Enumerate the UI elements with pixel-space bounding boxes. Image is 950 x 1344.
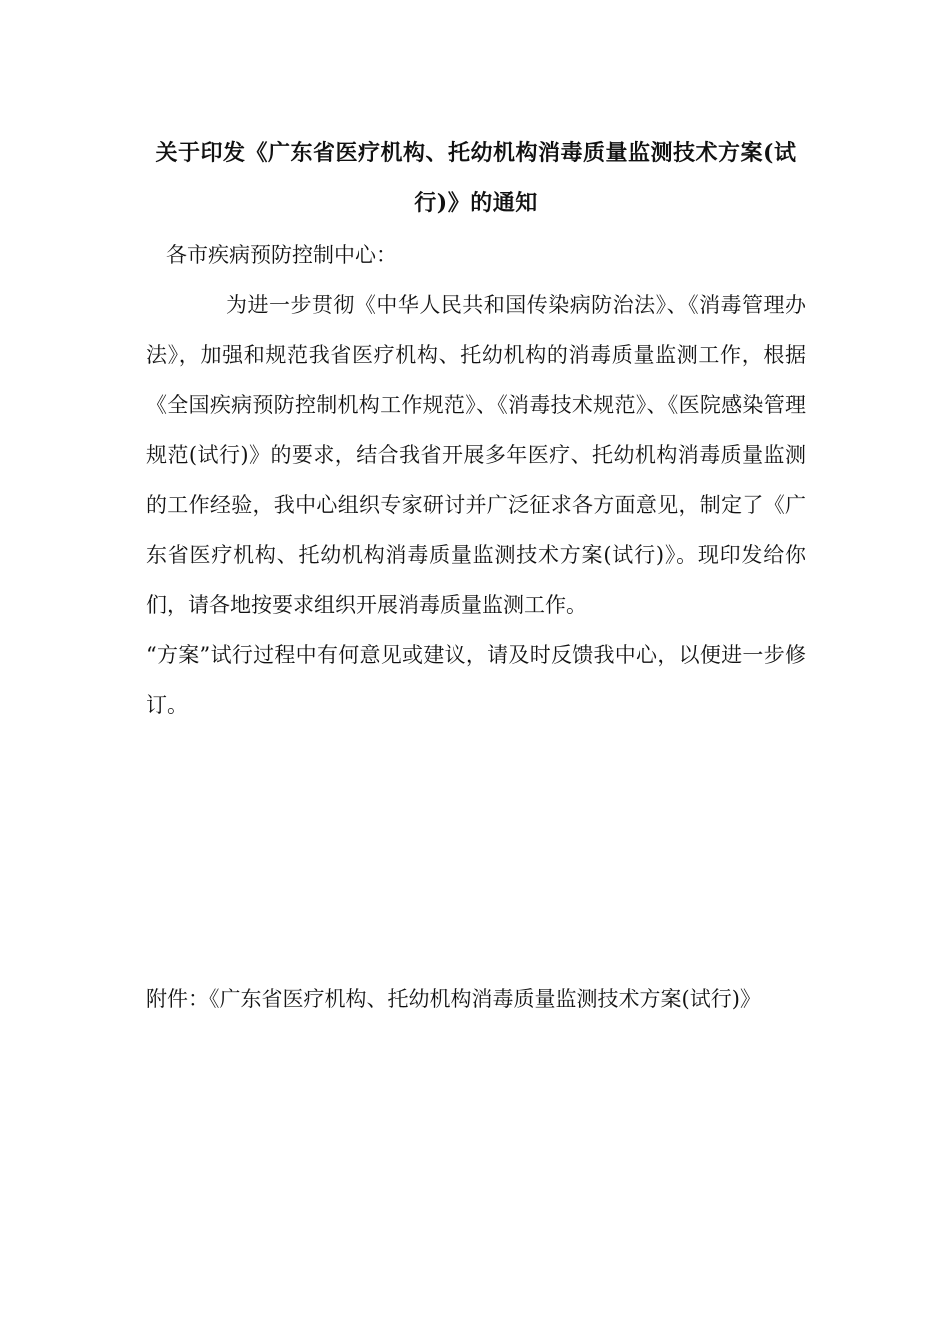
document-title: 关于印发《广东省医疗机构、托幼机构消毒质量监测技术方案(试行)》的通知 xyxy=(155,140,797,216)
attachment-line: 附件：《广东省医疗机构、托幼机构消毒质量监测技术方案(试行)》 xyxy=(146,987,761,1011)
body-paragraph-2: “方案”试行过程中有何意见或建议，请及时反馈我中心，以便进一步修订。 xyxy=(146,643,806,717)
document-body xyxy=(146,280,806,730)
body-paragraph-1: 为进一步贯彻《中华人民共和国传染病防治法》、《消毒管理办法》，加强和规范我省医疗机构、托幼机构的消毒质量监测工作，根据《全国疾病预防控制机构工作规范》、《消毒技术规范》、《医院感染管理规范(试行)》的要求，结合我省开展多年医疗、托幼机构消毒质量监测的工作经验，我中心组织专家研讨并广泛征求各方面意见，制定了《广东省医疗机构、托幼机构消毒质量监测技术方案(试行)》。现印发给你们，请各地按要求组织开展消毒质量监测工作。 xyxy=(146,293,806,617)
salutation: 各市疾病预防控制中心： xyxy=(166,243,397,267)
